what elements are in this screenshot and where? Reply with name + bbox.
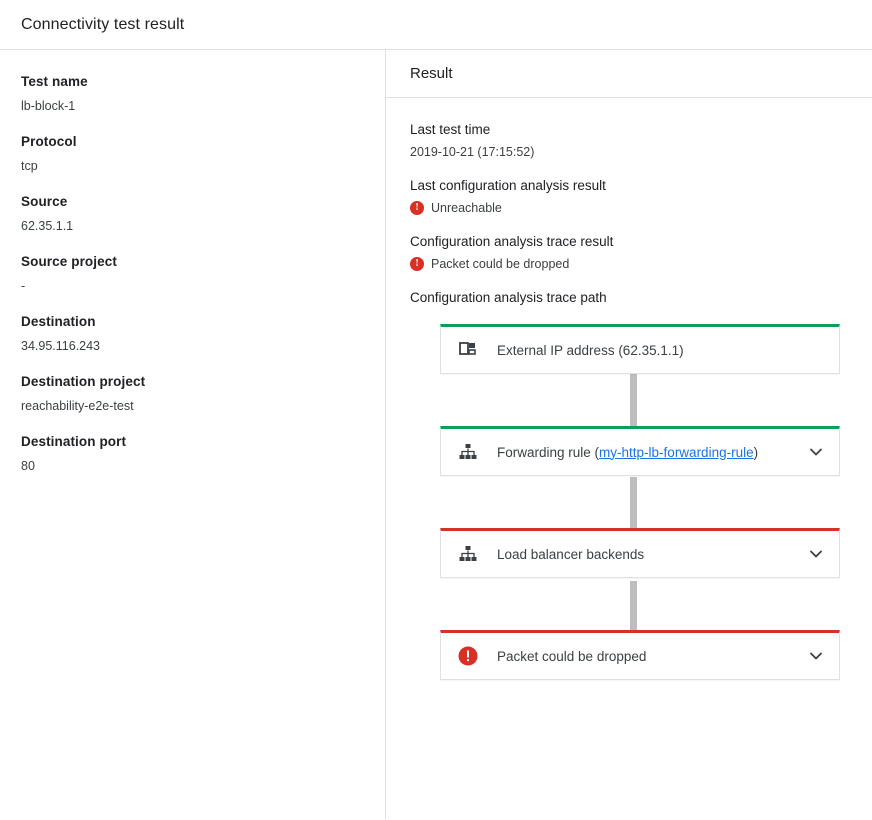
config-analysis-result-status <box>410 201 848 215</box>
chevron-down-icon[interactable] <box>805 441 827 463</box>
trace-path-label: Configuration analysis trace path <box>410 290 607 305</box>
trace-node-label <box>497 445 805 460</box>
detail-label: Protocol <box>21 134 77 149</box>
trace-node-forwarding-rule[interactable] <box>440 426 840 476</box>
trace-node-text-suffix: ) <box>753 444 759 460</box>
config-analysis-result-value: Unreachable <box>431 201 502 215</box>
detail-label: Destination project <box>21 374 146 389</box>
page-title: Connectivity test result <box>21 15 185 33</box>
result-panel <box>386 50 872 819</box>
detail-protocol <box>21 134 364 173</box>
result-title: Result <box>410 65 453 82</box>
detail-value: 62.35.1.1 <box>21 219 74 233</box>
trace-gap <box>440 476 840 528</box>
detail-destination-port <box>21 434 364 473</box>
config-analysis-result-field <box>410 178 848 215</box>
detail-label: Test name <box>21 74 88 89</box>
body-columns <box>0 50 872 819</box>
detail-label: Destination port <box>21 434 127 449</box>
detail-test-name <box>21 74 364 113</box>
detail-destination-project <box>21 374 364 413</box>
detail-value: reachability-e2e-test <box>21 399 134 413</box>
forwarding-rule-icon <box>457 441 479 463</box>
trace-result-field <box>410 234 848 271</box>
last-test-time-value: 2019-10-21 (17:15:52) <box>410 145 535 159</box>
page-header <box>0 0 872 50</box>
result-panel-header <box>386 50 872 98</box>
detail-value: 80 <box>21 459 35 473</box>
trace-result-value: Packet could be dropped <box>431 257 570 271</box>
trace-connector <box>630 581 637 636</box>
detail-value: - <box>21 279 26 293</box>
trace-result-status <box>410 257 848 271</box>
load-balancer-icon <box>457 543 479 565</box>
trace-connector <box>630 477 637 532</box>
last-test-time-field <box>410 122 848 159</box>
error-icon: ! <box>410 201 424 215</box>
detail-value: 34.95.116.243 <box>21 339 101 353</box>
detail-label: Destination <box>21 314 96 329</box>
trace-node-text-prefix: Forwarding rule ( <box>497 444 600 460</box>
chevron-down-icon[interactable] <box>805 645 827 667</box>
test-details-panel <box>0 50 386 819</box>
trace-gap <box>440 374 840 426</box>
trace-result-label: Configuration analysis trace result <box>410 234 614 249</box>
trace-node-load-balancer-backends[interactable] <box>440 528 840 578</box>
trace-node-packet-dropped[interactable] <box>440 630 840 680</box>
external-ip-icon <box>457 339 479 361</box>
error-icon <box>457 645 479 667</box>
trace-connector <box>630 373 637 428</box>
result-panel-body <box>386 98 872 680</box>
trace-path-field <box>410 290 848 305</box>
trace-node-label: External IP address (62.35.1.1) <box>497 342 684 358</box>
last-test-time-label: Last test time <box>410 122 491 137</box>
detail-destination <box>21 314 364 353</box>
detail-value: lb-block-1 <box>21 99 76 113</box>
detail-value: tcp <box>21 159 38 173</box>
trace-node-external-ip[interactable] <box>440 324 840 374</box>
trace-gap <box>440 578 840 630</box>
forwarding-rule-link[interactable]: my-http-lb-forwarding-rule <box>599 444 754 460</box>
detail-source-project <box>21 254 364 293</box>
detail-label: Source <box>21 194 68 209</box>
trace-node-label: Load balancer backends <box>497 546 645 562</box>
config-analysis-result-label: Last configuration analysis result <box>410 178 606 193</box>
trace-node-label: Packet could be dropped <box>497 648 647 664</box>
chevron-down-icon[interactable] <box>805 543 827 565</box>
trace-path-diagram <box>440 324 840 680</box>
detail-label: Source project <box>21 254 117 269</box>
detail-source <box>21 194 364 233</box>
error-icon: ! <box>410 257 424 271</box>
